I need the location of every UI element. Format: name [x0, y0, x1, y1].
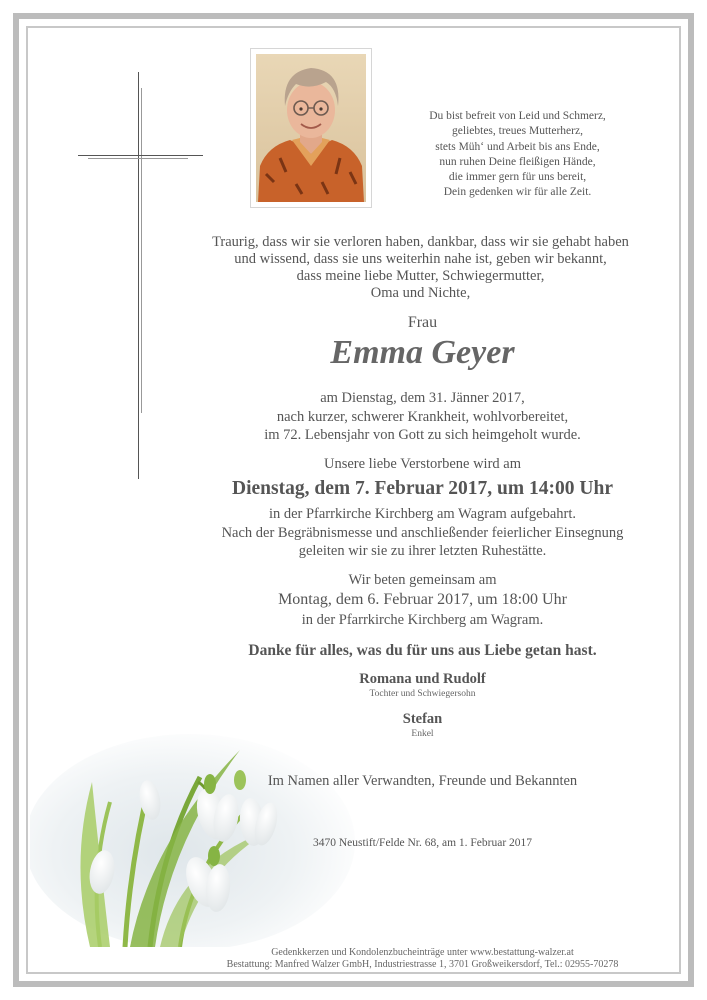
- portrait-photo: [250, 48, 372, 208]
- death-line: am Dienstag, dem 31. Jänner 2017,: [320, 390, 525, 406]
- intro-line: dass meine liebe Mutter, Schwiegermutter,: [296, 268, 545, 284]
- funeral-date: Dienstag, dem 7. Februar 2017, um 14:00 Uhr: [232, 478, 613, 499]
- death-text: [130, 389, 707, 445]
- poem-line: Du bist befreit von Leid und Schmerz,: [429, 110, 606, 122]
- funeral-line: geleiten wir sie zu ihrer letzten Ruhestätte.: [298, 543, 547, 559]
- funeral-intro: Unsere liebe Verstorbene wird am: [323, 456, 522, 472]
- relatives-text: Im Namen aller Verwandten, Freunde und Bekannten: [267, 773, 578, 789]
- death-line: nach kurzer, schwerer Krankheit, wohlvorbereitet,: [276, 408, 569, 425]
- funeral-line: in der Pfarrkirche Kirchberg am Wagram aufgebahrt.: [268, 506, 577, 522]
- funeral-line: Nach der Begräbnismesse und anschließender feierlicher Einsegnung: [221, 524, 624, 541]
- intro-line: und wissend, dass sie uns weiterhin nahe ist, geben wir bekannt,: [234, 251, 607, 267]
- prayer-date: Montag, dem 6. Februar 2017, um 18:00 Uhr: [278, 591, 567, 608]
- place-date: 3470 Neustift/Felde Nr. 68, am 1. Februar 2017: [312, 837, 533, 849]
- funeral-text: [130, 505, 707, 561]
- prayer-line: Wir beten gemeinsam am: [348, 572, 497, 588]
- death-line: im 72. Lebensjahr von Gott zu sich heimgeholt wurde.: [264, 427, 581, 443]
- intro-line: Oma und Nichte,: [370, 285, 471, 301]
- intro-text: [128, 234, 707, 302]
- family-name: Romana und Rudolf: [359, 671, 486, 687]
- deceased-title: Frau: [407, 314, 438, 331]
- family-role: Tochter und Schwiegersohn: [369, 689, 476, 699]
- poem-line: nun ruhen Deine fleißigen Hände,: [439, 155, 596, 168]
- intro-line: Traurig, dass wir sie verloren haben, dankbar, dass wir sie gehabt haben: [212, 234, 629, 250]
- snowdrop-flowers-image: [30, 722, 360, 947]
- deceased-name: Emma Geyer: [330, 334, 515, 371]
- prayer-text: [130, 570, 707, 630]
- portrait-image: [256, 54, 366, 202]
- poem-line: Dein gedenken wir für alle Zeit.: [443, 186, 592, 199]
- prayer-line: in der Pfarrkirche Kirchberg am Wagram.: [301, 612, 544, 628]
- footer-line: Bestattung: Manfred Walzer GmbH, Industriestrasse 1, 3701 Großweikersdorf, Tel.: 02955-70278: [226, 959, 619, 970]
- footer-line: Gedenkkerzen und Kondolenzbucheinträge unter www.bestattung-walzer.at: [271, 947, 574, 958]
- footer: [130, 947, 707, 971]
- poem-line: geliebtes, treues Mutterherz,: [452, 125, 583, 138]
- poem-line: die immer gern für uns bereit,: [448, 171, 587, 184]
- thanks-text: Danke für alles, was du für uns aus Liebe getan hast.: [248, 642, 597, 659]
- poem: [400, 109, 635, 201]
- family-entry: [130, 671, 707, 699]
- family-name: Stefan: [402, 711, 443, 727]
- poem-line: stets Müh‘ und Arbeit bis ans Ende,: [435, 140, 600, 153]
- family-role: Enkel: [411, 729, 434, 739]
